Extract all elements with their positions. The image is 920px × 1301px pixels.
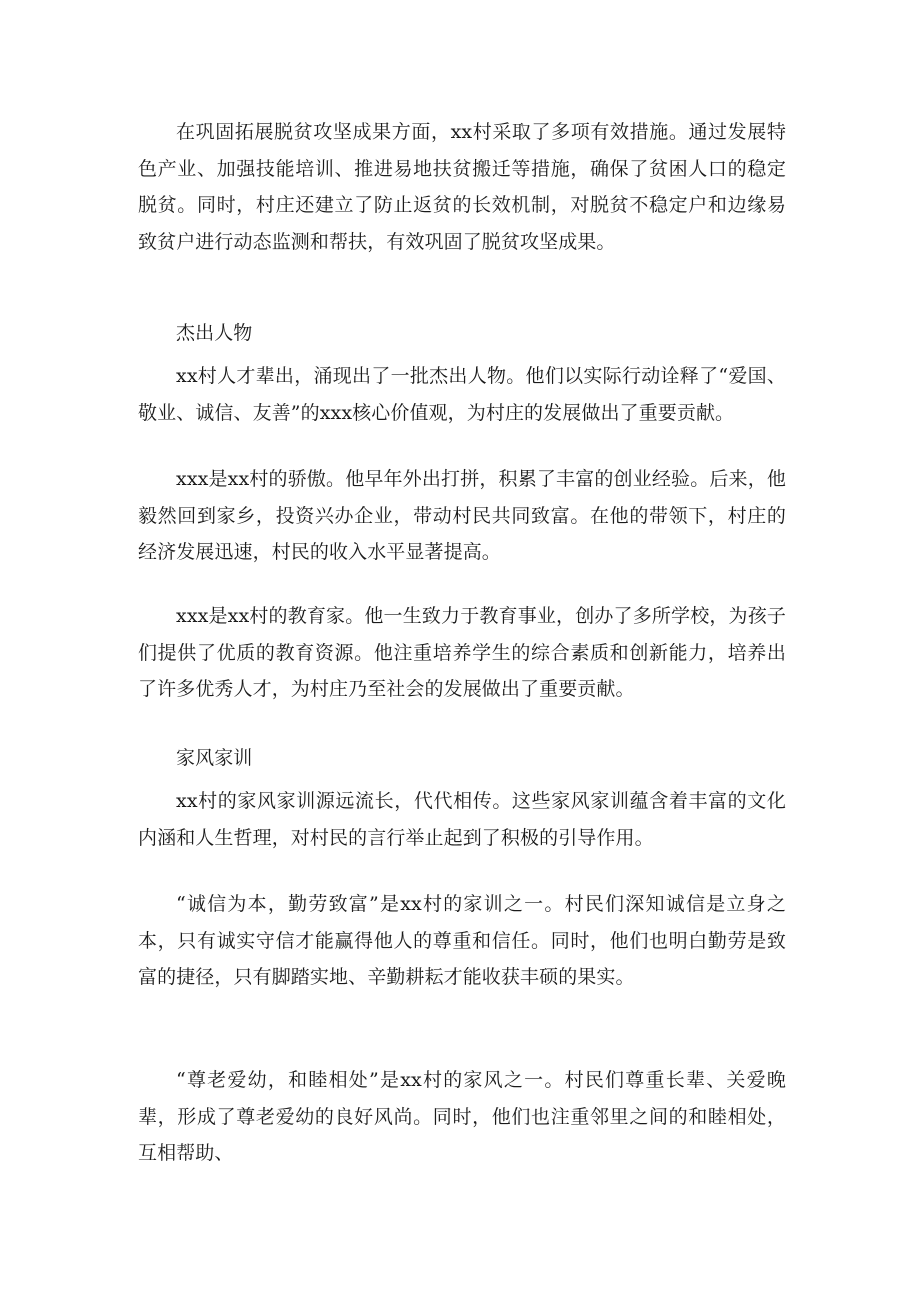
- paragraph-poverty-alleviation: 在巩固拓展脱贫攻坚成果方面，xx村采取了多项有效措施。通过发展特色产业、加强技能培训、推进易地扶贫搬迁等措施，确保了贫困人口的稳定脱贫。同时，村庄还建立了防止返贫的长效机制，对脱贫不稳定户和边缘易致贫户进行动态监测和帮扶，有效巩固了脱贫攻坚成果。: [138, 121, 786, 254]
- paragraph-respect-elders-motto: “尊老爱幼，和睦相处”是xx村的家风之一。村民们尊重长辈、关爱晚辈，形成了尊老爱幼的良好风尚。同时，他们也注重邻里之间的和睦相处，互相帮助、: [138, 1069, 786, 1165]
- paragraph-integrity-motto: “诚信为本，勤劳致富”是xx村的家训之一。村民们深知诚信是立身之本，只有诚实守信才能赢得他人的尊重和信任。同时，他们也明白勤劳是致富的捷径，只有脚踏实地、辛勤耕耘才能收获丰硕的果实。: [138, 893, 786, 989]
- paragraph-family-traditions-intro: xx村的家风家训源远流长，代代相传。这些家风家训蕴含着丰富的文化内涵和人生哲理，对村民的言行举止起到了积极的引导作用。: [138, 790, 786, 849]
- paragraph-entrepreneur: xxx是xx村的骄傲。他早年外出打拼，积累了丰富的创业经验。后来，他毅然回到家乡，投资兴办企业，带动村民共同致富。在他的带领下，村庄的经济发展迅速，村民的收入水平显著提高。: [138, 468, 786, 564]
- paragraph-educator: xxx是xx村的教育家。他一生致力于教育事业，创办了多所学校，为孩子们提供了优质的教育资源。他注重培养学生的综合素质和创新能力，培养出了许多优秀人才，为村庄乃至社会的发展做出了重要贡献。: [138, 605, 786, 701]
- section-heading-outstanding-people: 杰出人物: [176, 322, 253, 344]
- paragraph-outstanding-intro: xx村人才辈出，涌现出了一批杰出人物。他们以实际行动诠释了“爱国、敬业、诚信、友善”的xxx核心价值观，为村庄的发展做出了重要贡献。: [138, 365, 786, 424]
- section-heading-family-traditions: 家风家训: [176, 747, 253, 769]
